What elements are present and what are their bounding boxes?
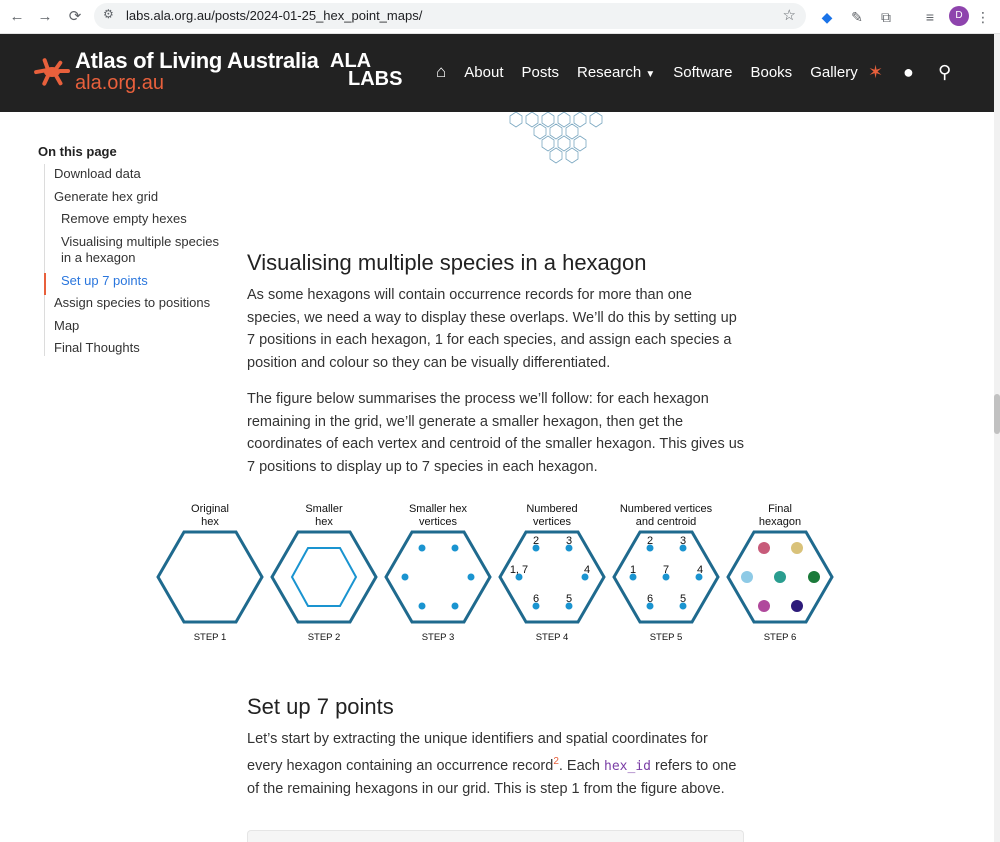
nav-gallery[interactable]: Gallery bbox=[810, 63, 858, 81]
heading-visualising-multiple-species: Visualising multiple species in a hexagon bbox=[247, 250, 647, 275]
nav-research-label: Research bbox=[577, 63, 642, 81]
step5-num-1: 1 bbox=[629, 564, 637, 576]
step1-title2: hex bbox=[201, 516, 219, 528]
toc-visualising-multiple-species[interactable]: Visualising multiple species in a hexagon bbox=[61, 233, 220, 265]
url-text[interactable]: labs.ala.org.au/posts/2024-01-25_hex_point_maps/ bbox=[126, 8, 423, 23]
extensions-puzzle-icon[interactable]: ⧉ bbox=[881, 9, 891, 25]
toc-map[interactable]: Map bbox=[54, 317, 80, 333]
menu-dots-icon[interactable]: ⋮ bbox=[976, 9, 990, 25]
toc-remove-empty-hexes[interactable]: Remove empty hexes bbox=[61, 211, 187, 226]
step3-title2: vertices bbox=[419, 516, 457, 528]
main-nav bbox=[436, 62, 858, 82]
step2-title2: hex bbox=[315, 516, 333, 528]
p-before: Let’s start by extracting the unique identifiers and spatial coordinates for every hexagon containing an occurrence record bbox=[247, 731, 708, 774]
labs-line2: LABS bbox=[348, 68, 403, 90]
toc-title: On this page bbox=[38, 144, 117, 159]
step4-label: STEP 4 bbox=[535, 632, 569, 643]
toc-download-data[interactable]: Download data bbox=[54, 166, 141, 181]
toc-set-up-7-points[interactable]: Set up 7 points bbox=[44, 273, 224, 296]
step5-num-2: 2 bbox=[646, 535, 654, 547]
step6-title1: Final bbox=[768, 503, 792, 515]
chevron-down-icon: ▼ bbox=[645, 68, 656, 80]
step6-title2: hexagon bbox=[758, 516, 802, 528]
step5-label: STEP 5 bbox=[649, 632, 683, 643]
step3-title1: Smaller hex bbox=[408, 503, 468, 515]
hex-grid-image bbox=[508, 112, 608, 172]
hex-step1 bbox=[158, 532, 262, 622]
step5-num-3: 3 bbox=[679, 535, 687, 547]
nav-software[interactable]: Software bbox=[673, 63, 733, 81]
nav-about[interactable]: About bbox=[464, 63, 504, 81]
scrollbar-thumb[interactable] bbox=[994, 394, 1000, 434]
step5-num-6: 6 bbox=[646, 593, 654, 605]
paragraph-set-up-points bbox=[247, 728, 747, 800]
step4-num-1-7: 1, 7 bbox=[509, 564, 529, 576]
step2-title1: Smaller bbox=[305, 503, 343, 515]
final-species-dot-4 bbox=[774, 571, 786, 583]
page-scrollbar[interactable] bbox=[994, 34, 1000, 842]
eyedropper-icon[interactable]: ✎ bbox=[851, 9, 863, 25]
inner-hex-step2 bbox=[292, 548, 356, 606]
site-domain[interactable]: ala.org.au bbox=[75, 72, 164, 94]
github-icon[interactable]: ● bbox=[903, 62, 914, 82]
hex-process-figure bbox=[150, 500, 850, 650]
p-after: refers to one of the remaining hexagons in our grid. This is step 1 from the figure above. bbox=[247, 757, 737, 797]
final-species-dot-1 bbox=[758, 542, 770, 554]
reload-icon[interactable]: ⟳ bbox=[68, 8, 82, 25]
nav-posts[interactable]: Posts bbox=[521, 63, 559, 81]
site-name[interactable]: Atlas of Living Australia bbox=[75, 48, 319, 73]
hex-step2 bbox=[272, 532, 376, 622]
step6-colored-dots bbox=[741, 542, 820, 612]
step6-label: STEP 6 bbox=[763, 632, 797, 643]
step5-num-7: 7 bbox=[662, 564, 670, 576]
step4-num-3: 3 bbox=[565, 535, 573, 547]
step2-label: STEP 2 bbox=[307, 632, 341, 643]
p-mid: . Each bbox=[558, 757, 605, 774]
step5-title2: and centroid bbox=[635, 516, 697, 528]
site-header bbox=[0, 34, 994, 112]
paragraph-overlaps: As some hexagons will contain occurrence records for more than one species, we need a way to display these overlaps. We’ll do this by setting up 7 positions in each hexagon, 1 for each species, and assign each species a position and colour so they can be visually differentiated. bbox=[247, 287, 737, 371]
step4-num-5: 5 bbox=[565, 593, 573, 605]
step3-label: STEP 3 bbox=[421, 632, 455, 643]
home-icon[interactable]: ⌂ bbox=[436, 62, 447, 81]
final-species-dot-2 bbox=[791, 542, 803, 554]
toc-final-thoughts[interactable]: Final Thoughts bbox=[54, 340, 140, 355]
back-icon[interactable]: ← bbox=[9, 8, 25, 25]
profile-avatar[interactable]: D bbox=[949, 6, 969, 26]
step4-num-2: 2 bbox=[532, 535, 540, 547]
step5-dots bbox=[630, 545, 703, 610]
footnote-2-link[interactable]: 2 bbox=[553, 755, 559, 767]
bookmark-star-icon[interactable]: ☆ bbox=[782, 7, 796, 24]
toc-assign-species[interactable]: Assign species to positions bbox=[54, 295, 211, 310]
nav-books[interactable]: Books bbox=[750, 63, 793, 81]
step1-title1: Original bbox=[191, 503, 229, 515]
heading-set-up-7-points: Set up 7 points bbox=[247, 694, 394, 719]
ala-labs-logo[interactable] bbox=[330, 52, 402, 88]
step4-num-4: 4 bbox=[583, 564, 591, 576]
step4-num-6: 6 bbox=[532, 593, 540, 605]
address-bar[interactable] bbox=[94, 3, 806, 29]
step4-title1: Numbered bbox=[526, 503, 578, 515]
browser-toolbar bbox=[0, 0, 1000, 34]
labs-line1: ALA bbox=[330, 50, 372, 72]
ala-logo-icon[interactable] bbox=[30, 54, 72, 90]
search-icon[interactable]: ⚲ bbox=[938, 62, 952, 82]
code-block bbox=[247, 830, 744, 842]
step4-title2: vertices bbox=[533, 516, 571, 528]
reading-list-icon[interactable]: ≡ bbox=[925, 9, 935, 25]
final-species-dot-7 bbox=[791, 600, 803, 612]
step1-label: STEP 1 bbox=[193, 632, 227, 643]
toc-generate-hex-grid[interactable]: Generate hex grid bbox=[54, 188, 159, 204]
step3-dots bbox=[402, 545, 475, 610]
final-species-dot-5 bbox=[808, 571, 820, 583]
step5-num-5: 5 bbox=[679, 593, 687, 605]
nav-research[interactable] bbox=[577, 64, 655, 81]
final-species-dot-6 bbox=[758, 600, 770, 612]
table-of-contents bbox=[44, 164, 224, 356]
code-hex-id: hex_id bbox=[604, 758, 651, 774]
step4-dots bbox=[516, 545, 589, 610]
site-info-icon[interactable]: ⚙ bbox=[103, 7, 114, 21]
ala-icon[interactable]: ✶ bbox=[868, 62, 884, 82]
extension-icon[interactable]: ◆ bbox=[821, 9, 833, 25]
step5-num-4: 4 bbox=[696, 564, 704, 576]
paragraph-figure-summary: The figure below summarises the process we’ll follow: for each hexagon remaining in the grid, we’ll generate a smaller hexagon, then get the coordinates of each vertex and centroid of the smaller hexagon. This gives us 7 positions to display up to 7 species in each hexagon. bbox=[247, 391, 745, 475]
step5-title1: Numbered vertices bbox=[619, 503, 713, 515]
final-species-dot-3 bbox=[741, 571, 753, 583]
forward-icon[interactable]: → bbox=[37, 8, 53, 25]
